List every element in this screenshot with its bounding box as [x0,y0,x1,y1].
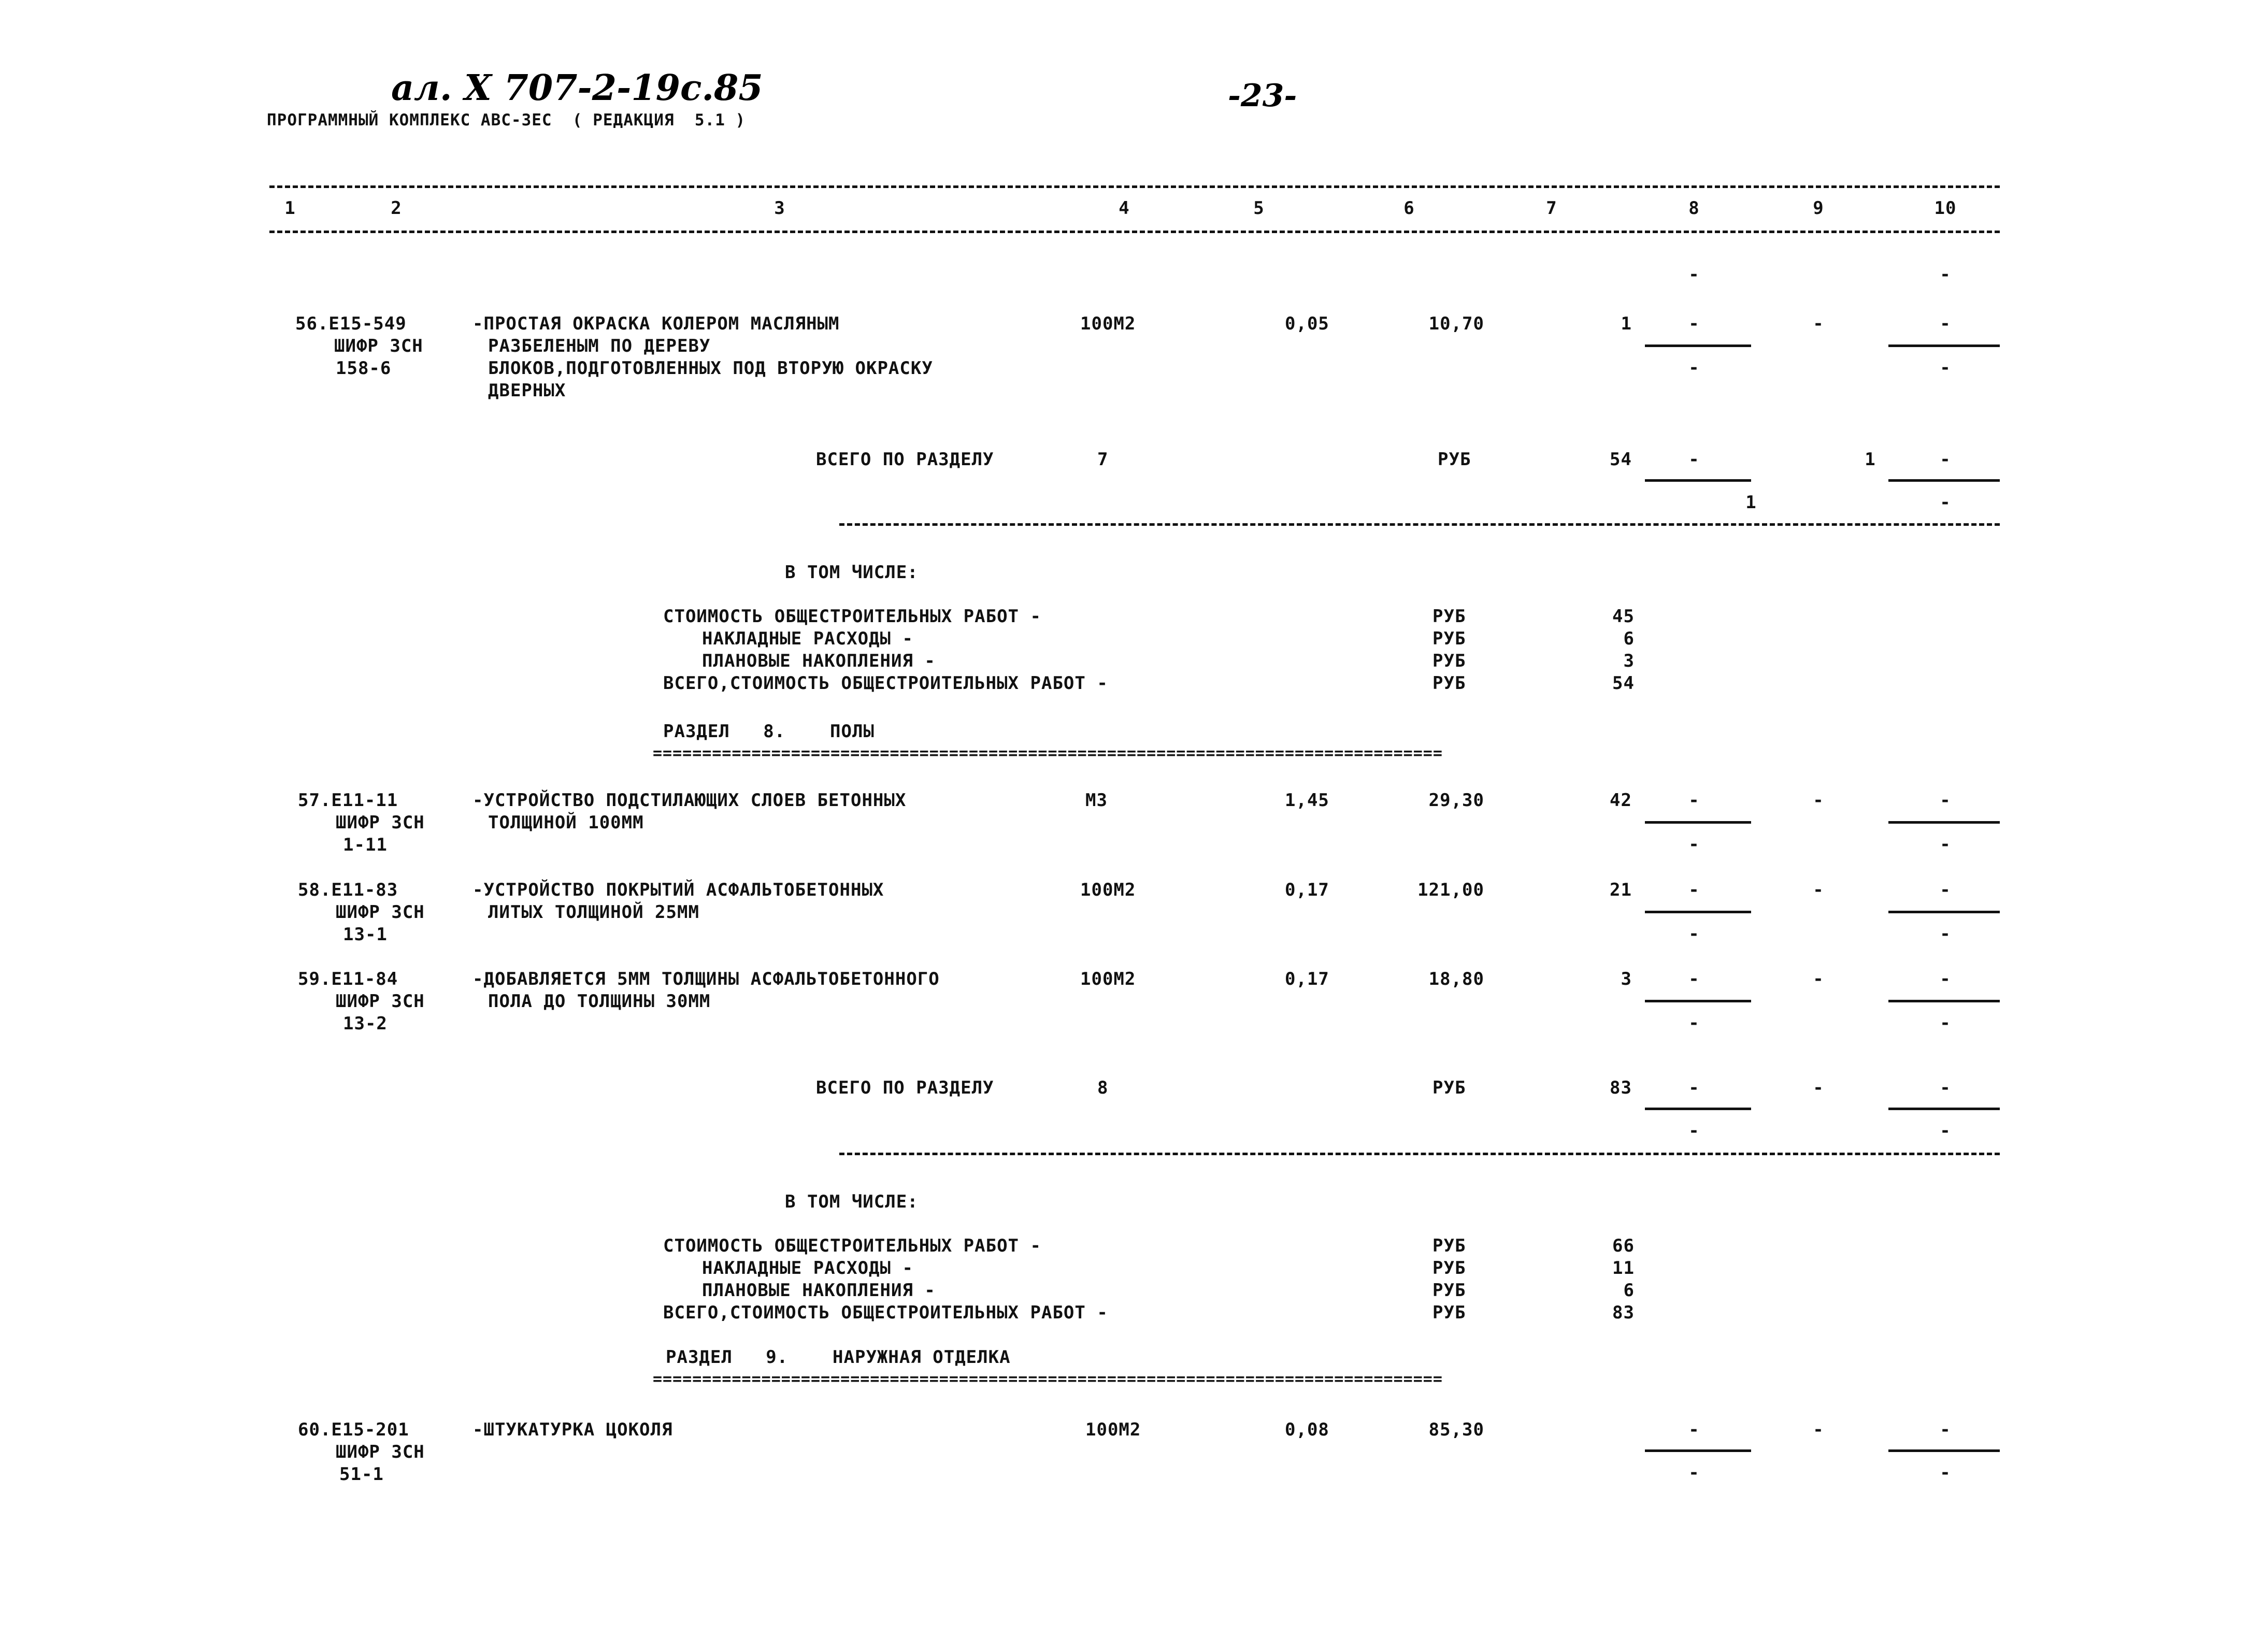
empty-mark: - [1813,1078,1824,1098]
entry-price: 121,00 [1417,880,1484,900]
empty-mark: - [1813,969,1824,989]
subtotal-rule [1645,344,1751,347]
subtotal-rule [1645,821,1751,824]
entry-description-line: -УСТРОЙСТВО ПОДСТИЛАЮЩИХ СЛОЕВ БЕТОННЫХ [472,790,907,811]
breakdown-label: ВСЕГО,СТОИМОСТЬ ОБЩЕСТРОИТЕЛЬНЫХ РАБОТ - [663,673,1108,694]
section-total-cost: 83 [1610,1078,1632,1098]
column-header-5: 5 [1253,198,1265,219]
section-title: РАЗДЕЛ 9. НАРУЖНАЯ ОТДЕЛКА [666,1347,1011,1368]
subtotal-rule [1645,1000,1751,1002]
breakdown-label: ПЛАНОВЫЕ НАКОПЛЕНИЯ - [702,651,936,671]
breakdown-label: НАКЛАДНЫЕ РАСХОДЫ - [702,628,913,649]
empty-mark: - [1940,969,1951,989]
section-total-number: 7 [1097,449,1109,470]
entry-number: 57.Е11-11 [298,790,398,811]
entry-price: 18,80 [1428,969,1484,989]
breakdown-label: ПЛАНОВЫЕ НАКОПЛЕНИЯ - [702,1280,936,1301]
page-number: -23- [1228,78,1297,114]
entry-code: ШИФР 3СН [336,902,425,923]
empty-mark: - [1688,264,1700,285]
entry-unit: 100М2 [1085,1419,1141,1440]
empty-mark: - [1688,880,1700,900]
section-title: РАЗДЕЛ 8. ПОЛЫ [663,721,875,742]
entry-number: 56.Е15-549 [295,313,407,334]
breakdown-label: НАКЛАДНЫЕ РАСХОДЫ - [702,1258,913,1278]
section-total-number: 8 [1097,1078,1109,1098]
subtotal-rule [1645,1108,1751,1110]
empty-mark: - [1688,1013,1700,1033]
breakdown-value: 66 [1612,1236,1635,1256]
subtotal-rule [1645,479,1751,482]
breakdown-unit: РУБ [1432,651,1466,671]
breakdown-unit: РУБ [1432,1258,1466,1278]
section-title-underline: ================================================================================ [653,744,1443,763]
empty-mark: - [1688,790,1700,811]
breakdown-unit: РУБ [1432,1302,1466,1323]
empty-mark: - [1940,924,1951,944]
section-total-col9: 1 [1865,449,1876,470]
column-header-7: 7 [1546,198,1557,219]
empty-mark: - [1940,1462,1951,1483]
empty-mark: - [1940,1013,1951,1033]
empty-mark: - [1940,449,1951,470]
subtotal-rule [1645,911,1751,913]
entry-price: 10,70 [1428,313,1484,334]
entry-code: ШИФР 3СН [336,812,425,833]
column-header-4: 4 [1119,198,1130,219]
breakdown-value: 6 [1623,628,1635,649]
subtotal-rule [1888,1108,2000,1110]
section-total-label: ВСЕГО ПО РАЗДЕЛУ [816,449,994,470]
subtotal-rule [1888,1000,2000,1002]
column-header-8: 8 [1688,198,1700,219]
entry-number: 60.Е15-201 [298,1419,409,1440]
entry-number: 58.Е11-83 [298,880,398,900]
section-rule [839,1153,2000,1155]
empty-mark: - [1940,834,1951,855]
entry-cost: 1 [1621,313,1632,334]
including-heading: В ТОМ ЧИСЛЕ: [785,562,919,583]
entry-unit: 100М2 [1080,969,1136,989]
subtotal-rule [1888,479,2000,482]
entry-description-line: -ШТУКАТУРКА ЦОКОЛЯ [472,1419,673,1440]
entry-description-line: ДВЕРНЫХ [488,380,566,401]
empty-mark: - [1688,449,1700,470]
empty-mark: - [1940,1419,1951,1440]
subtotal-rule [1888,821,2000,824]
section-total-unit: РУБ [1432,1078,1466,1098]
column-header-1: 1 [284,198,296,219]
entry-code-sub: 1-11 [343,835,388,855]
entry-quantity: 1,45 [1285,790,1329,811]
entry-code: ШИФР 3СН [336,1442,425,1462]
empty-mark: - [1688,1419,1700,1440]
section-total-cost: 54 [1610,449,1632,470]
empty-mark: - [1688,357,1700,378]
empty-mark: - [1940,790,1951,811]
entry-quantity: 0,17 [1285,969,1329,989]
empty-mark: - [1688,313,1700,334]
empty-mark: - [1688,834,1700,855]
entry-quantity: 0,08 [1285,1419,1329,1440]
entry-quantity: 0,17 [1285,880,1329,900]
breakdown-value: 54 [1612,673,1635,694]
entry-description-line: -ПРОСТАЯ ОКРАСКА КОЛЕРОМ МАСЛЯНЫМ [472,313,840,334]
empty-mark: - [1688,1121,1700,1141]
entry-unit: 100М2 [1080,880,1136,900]
entry-cost: 3 [1621,969,1632,989]
entry-code-sub: 13-1 [343,924,388,945]
breakdown-label: СТОИМОСТЬ ОБЩЕСТРОИТЕЛЬНЫХ РАБОТ - [663,1236,1041,1256]
entry-description-line: -УСТРОЙСТВО ПОКРЫТИЙ АСФАЛЬТОБЕТОННЫХ [472,880,884,900]
including-heading: В ТОМ ЧИСЛЕ: [785,1191,919,1212]
column-header-9: 9 [1813,198,1824,219]
column-header-10: 10 [1934,198,1957,219]
breakdown-value: 45 [1612,606,1635,627]
empty-mark: - [1813,880,1824,900]
empty-mark: - [1688,924,1700,944]
empty-mark: - [1813,313,1824,334]
entry-code: ШИФР 3СН [336,991,425,1012]
breakdown-value: 11 [1612,1258,1635,1278]
header-rule-bottom [269,231,2000,233]
entry-unit: М3 [1085,790,1108,811]
entry-number: 59.Е11-84 [298,969,398,989]
empty-mark: - [1940,313,1951,334]
subtotal-rule [1888,1449,2000,1452]
breakdown-unit: РУБ [1432,628,1466,649]
breakdown-label: ВСЕГО,СТОИМОСТЬ ОБЩЕСТРОИТЕЛЬНЫХ РАБОТ - [663,1302,1108,1323]
entry-description-line: -ДОБАВЛЯЕТСЯ 5ММ ТОЛЩИНЫ АСФАЛЬТОБЕТОННОГО [472,969,940,989]
column-header-3: 3 [774,198,785,219]
handwritten-reference: ал. X 707-2-19с.85 [391,67,763,109]
entry-description-line: ПОЛА ДО ТОЛЩИНЫ 30ММ [488,991,711,1012]
section-total-label: ВСЕГО ПО РАЗДЕЛУ [816,1078,994,1098]
breakdown-value: 6 [1623,1280,1635,1301]
entry-unit: 100М2 [1080,313,1136,334]
breakdown-value: 3 [1623,651,1635,671]
entry-price: 85,30 [1428,1419,1484,1440]
empty-mark: - [1688,1078,1700,1098]
entry-description-line: РАЗБЕЛЕНЫМ ПО ДЕРЕВУ [488,336,711,356]
section-rule [839,523,2000,526]
section-title-underline: ================================================================================ [653,1370,1443,1388]
subtotal-rule [1888,911,2000,913]
breakdown-unit: РУБ [1432,606,1466,627]
section-total-unit: РУБ [1438,449,1471,470]
entry-price: 29,30 [1428,790,1484,811]
column-header-6: 6 [1403,198,1415,219]
subtotal-rule [1645,1449,1751,1452]
header-rule-top [269,185,2000,188]
entry-cost: 42 [1610,790,1632,811]
entry-cost: 21 [1610,880,1632,900]
entry-description-line: ТОЛЩИНОЙ 100ММ [488,812,644,833]
empty-mark: - [1940,1078,1951,1098]
empty-mark: - [1688,969,1700,989]
section-total-col8-sub: 1 [1745,492,1757,513]
empty-mark: - [1688,1462,1700,1483]
subtotal-rule [1888,344,2000,347]
entry-code-sub: 51-1 [339,1464,384,1485]
empty-mark: - [1940,357,1951,378]
empty-mark: - [1940,264,1951,285]
entry-code: ШИФР 3СН [334,336,423,356]
empty-mark: - [1940,880,1951,900]
breakdown-label: СТОИМОСТЬ ОБЩЕСТРОИТЕЛЬНЫХ РАБОТ - [663,606,1041,627]
empty-mark: - [1813,1419,1824,1440]
empty-mark: - [1940,492,1951,513]
breakdown-unit: РУБ [1432,1236,1466,1256]
entry-quantity: 0,05 [1285,313,1329,334]
entry-description-line: БЛОКОВ,ПОДГОТОВЛЕННЫХ ПОД ВТОРУЮ ОКРАСКУ [488,358,933,379]
breakdown-unit: РУБ [1432,673,1466,694]
breakdown-value: 83 [1612,1302,1635,1323]
breakdown-unit: РУБ [1432,1280,1466,1301]
entry-code-sub: 13-2 [343,1013,388,1034]
entry-code-sub: 158-6 [336,358,392,379]
empty-mark: - [1940,1121,1951,1141]
empty-mark: - [1813,790,1824,811]
column-header-2: 2 [391,198,402,219]
program-line: ПРОГРАММНЫЙ КОМПЛЕКС АВС-3ЕС ( РЕДАКЦИЯ 5.1 ) [267,111,746,130]
entry-description-line: ЛИТЫХ ТОЛЩИНОЙ 25ММ [488,902,699,923]
